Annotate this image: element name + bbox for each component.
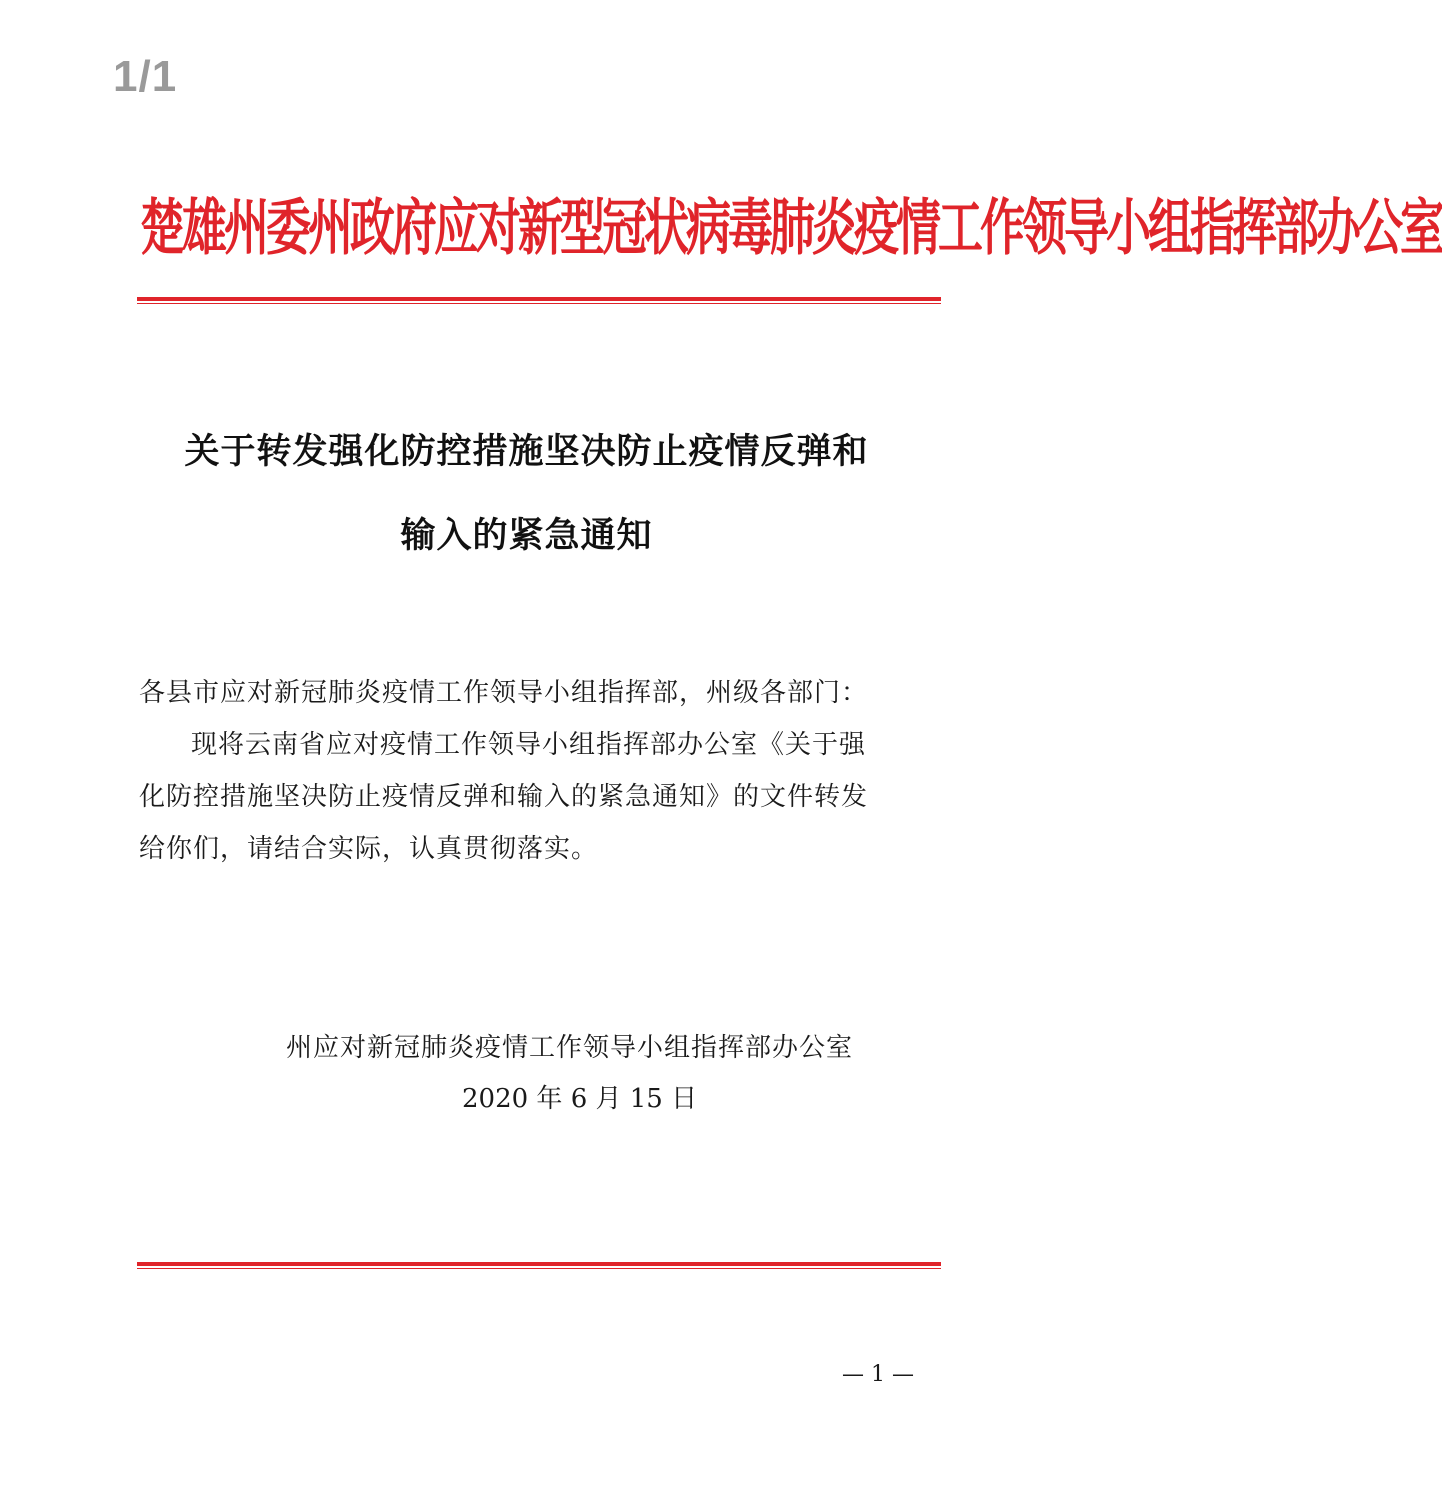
masthead-divider	[137, 297, 941, 304]
signature-date: 2020 年 6 月 15 日	[462, 1084, 698, 1114]
body-line-1: 现将云南省应对疫情工作领导小组指挥部办公室《关于强	[191, 730, 867, 760]
masthead-title: 楚雄州委州政府应对新型冠状病毒肺炎疫情工作领导小组指挥部办公室	[140, 191, 1442, 264]
page-indicator: 1/1	[113, 52, 178, 101]
body-line-2: 化防控措施坚决防止疫情反弹和输入的紧急通知》的文件转发	[139, 782, 869, 812]
footer-divider	[137, 1262, 941, 1269]
page-number: — 1 —	[842, 1362, 914, 1387]
document-title-line-2: 输入的紧急通知	[400, 515, 653, 556]
signature-organization: 州应对新冠肺炎疫情工作领导小组指挥部办公室	[286, 1033, 854, 1063]
salutation: 各县市应对新冠肺炎疫情工作领导小组指挥部，州级各部门：	[139, 678, 869, 708]
document-title-line-1: 关于转发强化防控措施坚决防止疫情反弹和	[184, 431, 869, 472]
body-line-3: 给你们，请结合实际，认真贯彻落实。	[139, 834, 599, 864]
